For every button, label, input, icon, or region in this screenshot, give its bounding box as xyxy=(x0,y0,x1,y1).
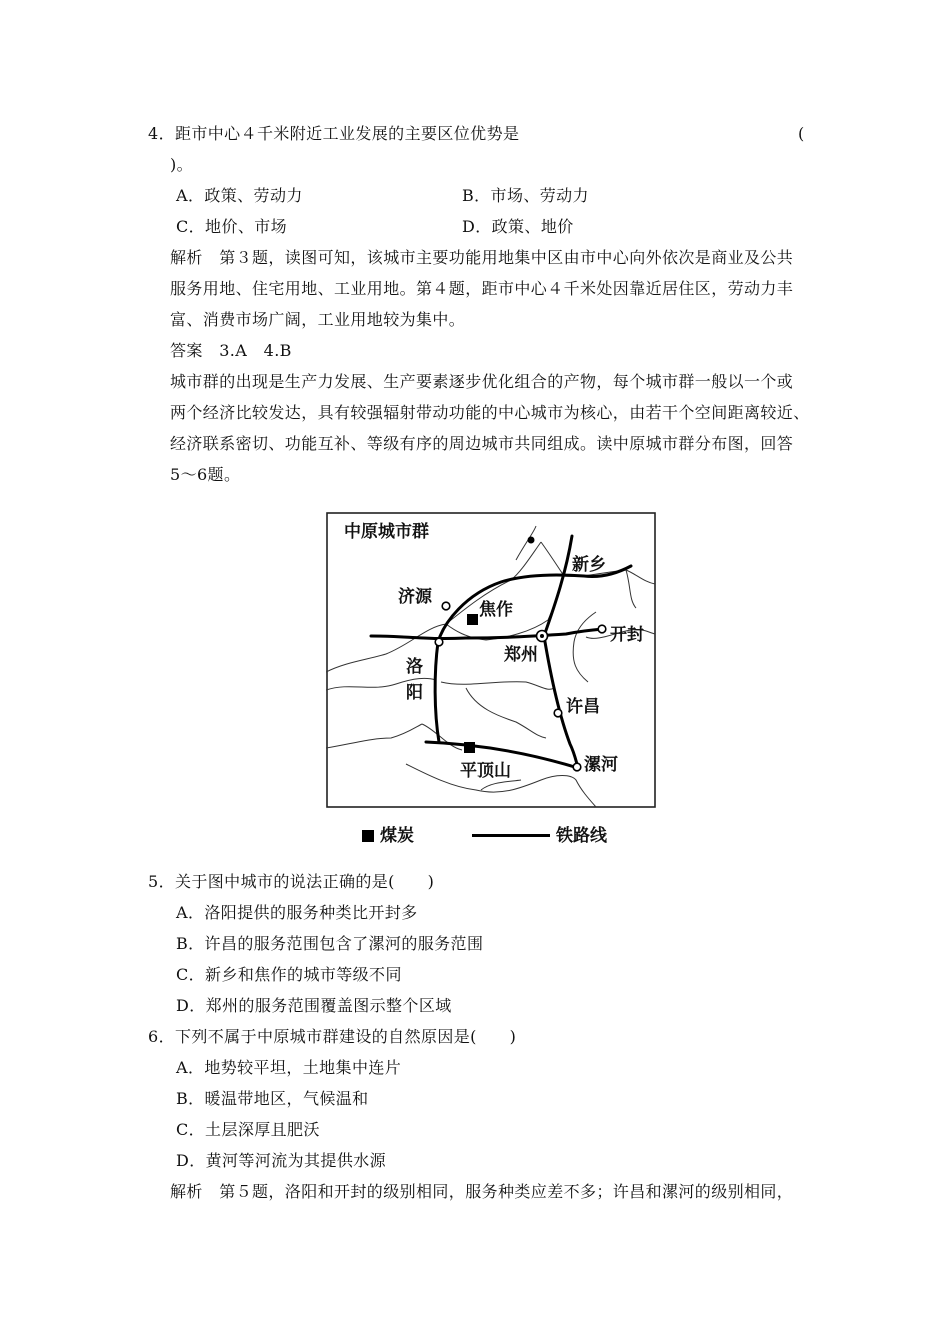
q5-option-a: A．洛阳提供的服务种类比开封多 xyxy=(176,903,418,922)
analysis-line: 解析 第３题，读图可知，该城市主要功能用地集中区由市中心向外依次是商业及公共 xyxy=(170,248,794,267)
label-kaifeng: 开封 xyxy=(610,625,644,645)
boundary-line xyxy=(326,724,422,748)
xuchang-city-marker xyxy=(554,709,562,717)
analysis-line: 富、消费市场广阔，工业用地较为集中。 xyxy=(170,310,466,329)
intro-line: 两个经济比较发达，具有较强辐射带动功能的中心城市为核心，由若干个空间距离较近、 xyxy=(170,403,810,422)
q4-option-c: C．地价、市场 xyxy=(176,217,288,236)
q4-paren-close: )。 xyxy=(170,155,194,174)
luoyang-city-marker xyxy=(435,638,443,646)
boundary-line xyxy=(573,612,596,682)
q4-stem: 4．距市中心４千米附近工业发展的主要区位优势是 xyxy=(148,124,520,143)
zhengzhou-center-dot xyxy=(540,634,544,638)
boundary-line xyxy=(422,724,462,750)
q5-option-d: D．郑州的服务范围覆盖图示整个区域 xyxy=(176,996,452,1015)
q4-option-a: A．政策、劳动力 xyxy=(176,186,303,205)
label-xuchang: 许昌 xyxy=(566,697,600,717)
q6-stem: 6．下列不属于中原城市群建设的自然原因是( ) xyxy=(148,1027,517,1046)
intro-line: 5～6题。 xyxy=(170,465,241,484)
map-title: 中原城市群 xyxy=(344,522,429,542)
q5-option-c: C．新乡和焦作的城市等级不同 xyxy=(176,965,402,984)
q6-option-b: B．暖温带地区，气候温和 xyxy=(176,1089,369,1108)
label-luohe: 漯河 xyxy=(584,755,618,775)
label-yang: 阳 xyxy=(406,683,423,703)
railway-line-xinxiang-zhengzhou xyxy=(544,536,572,636)
boundary-line xyxy=(481,780,521,790)
label-zhengzhou: 郑州 xyxy=(504,645,538,665)
legend-railway-label: 铁路线 xyxy=(556,826,607,846)
boundary-line xyxy=(626,570,636,608)
central-plains-city-cluster-map xyxy=(326,512,656,808)
label-xinxiang: 新乡 xyxy=(572,555,606,575)
q6-option-d: D．黄河等河流为其提供水源 xyxy=(176,1151,387,1170)
analysis-line: 服务用地、住宅用地、工业用地。第４题，距市中心４千米处因靠近居住区，劳动力丰 xyxy=(170,279,794,298)
q5-option-b: B．许昌的服务范围包含了漯河的服务范围 xyxy=(176,934,484,953)
q5-stem: 5．关于图中城市的说法正确的是( ) xyxy=(148,872,435,891)
q6-option-a: A．地势较平坦，土地集中连片 xyxy=(176,1058,402,1077)
legend-coal-symbol xyxy=(362,830,374,842)
city-dot xyxy=(528,537,535,544)
label-jiyuan: 济源 xyxy=(398,587,432,607)
boundary-line xyxy=(516,526,536,560)
legend-railway-symbol xyxy=(472,834,550,837)
q6-option-c: C．土层深厚且肥沃 xyxy=(176,1120,320,1139)
q4-option-d: D．政策、地价 xyxy=(462,217,574,236)
q4-option-b: B．市场、劳动力 xyxy=(462,186,589,205)
intro-line: 城市群的出现是生产力发展、生产要素逐步优化组合的产物，每个城市群一般以一个或 xyxy=(170,372,794,391)
label-pingdingshan: 平顶山 xyxy=(460,761,511,781)
label-jiaozuo: 焦作 xyxy=(479,600,513,620)
coal-symbol-pingdingshan xyxy=(464,742,475,753)
jiyuan-city-marker xyxy=(442,602,450,610)
railway-line-east-west xyxy=(371,629,603,639)
boundary-line xyxy=(466,688,546,738)
legend-coal-label: 煤炭 xyxy=(380,826,414,846)
coal-symbol-jiaozuo xyxy=(467,614,478,625)
q4-paren-open: ( xyxy=(798,124,805,143)
railway-line-luoyang-south xyxy=(435,642,439,742)
boundary-line xyxy=(441,682,554,690)
kaifeng-city-marker xyxy=(598,625,606,633)
answer-line: 答案 3.A 4.B xyxy=(170,341,292,360)
luohe-city-marker xyxy=(573,763,581,771)
label-luo: 洛 xyxy=(406,657,423,677)
intro-line: 经济联系密切、功能互补、等级有序的周边城市共同组成。读中原城市群分布图，回答 xyxy=(170,434,794,453)
analysis2-line: 解析 第５题，洛阳和开封的级别相同，服务种类应差不多；许昌和漯河的级别相同， xyxy=(170,1182,794,1201)
